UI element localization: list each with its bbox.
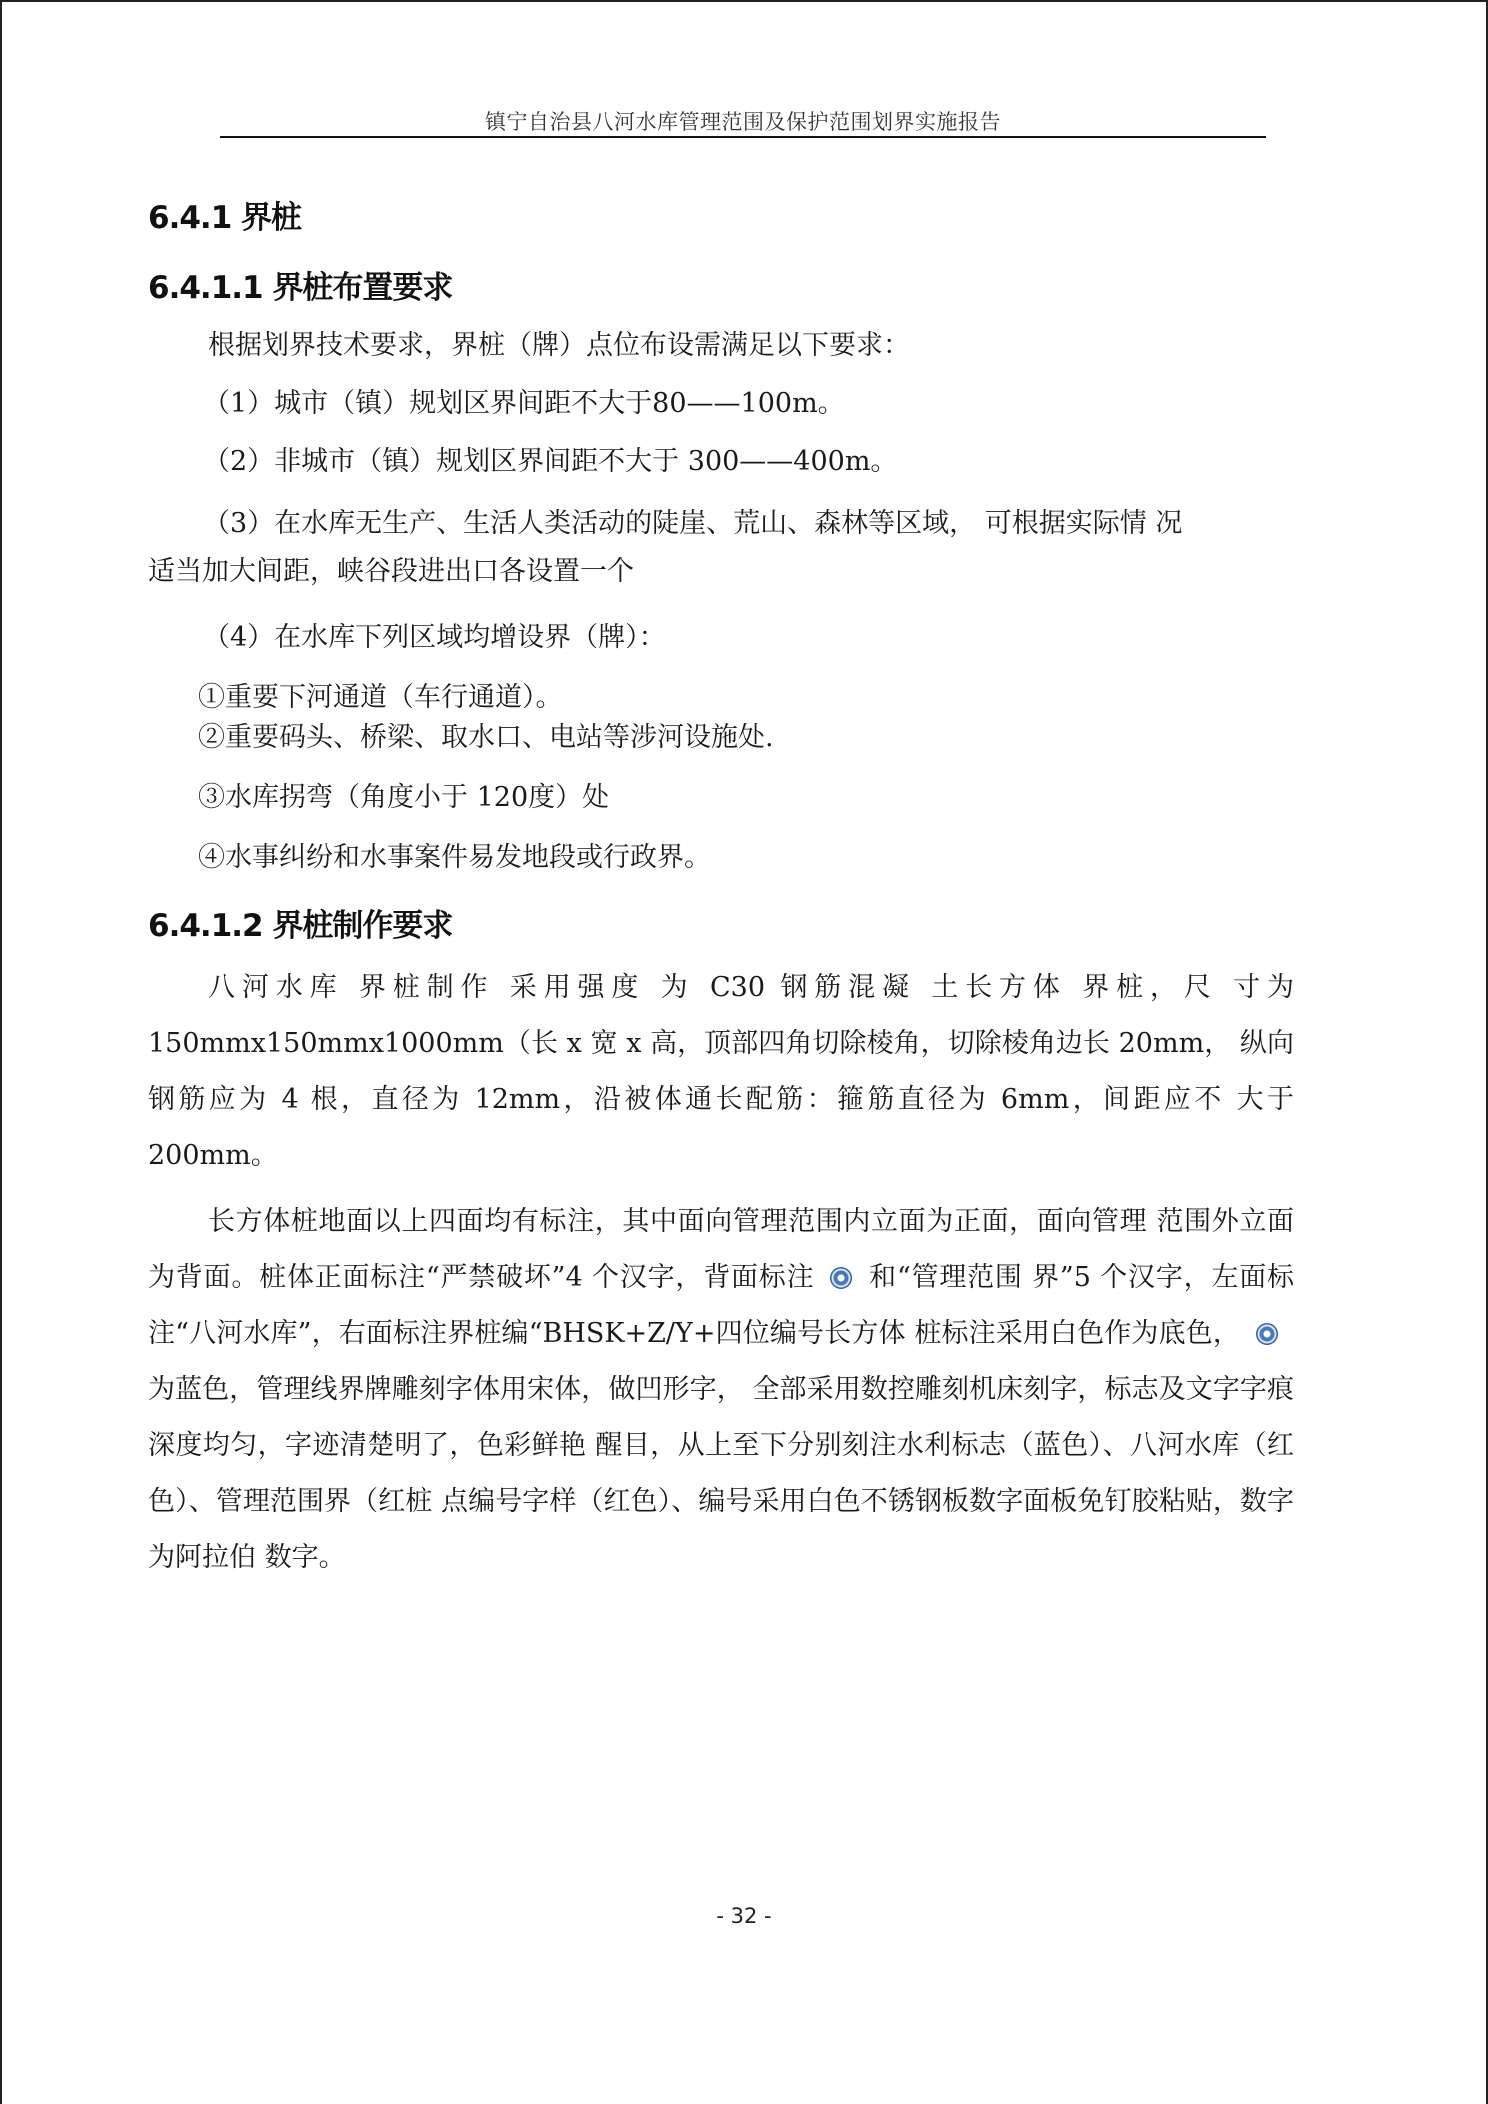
list-item-1: （1）城市（镇）规划区界间距不大于80——100m。 (203, 388, 845, 419)
page-border-top (0, 0, 1488, 2)
item3-block (148, 506, 1294, 590)
body-paragraph-1: 八河水库 界桩制作 采用强度 为 C30 钢筋混凝 土长方体 界桩，尺 寸为150mmx150mmx1000mm（长 x 宽 x 高，顶部四角切除棱角，切除棱角边长 20mm， 纵向钢筋应为 4 根，直径为 12mm，沿被体通长配筋：箍筋直径为 6mm，间距应不 大于200mm。 (148, 972, 1294, 1171)
list-item-4: （4）在水库下列区域均增设界（牌）： (203, 622, 666, 653)
page-number: - 32 - (716, 1904, 772, 1928)
para2-block (148, 1194, 1294, 1586)
section-heading-641: 6.4.1 界桩 (148, 200, 302, 236)
running-header: 镇宁自治县八河水库管理范围及保护范围划界实施报告 (485, 110, 1001, 134)
list-item-2: （2）非城市（镇）规划区界间距不大于 300——400m。 (203, 446, 898, 477)
header-rule (220, 136, 1266, 138)
item4-block (148, 620, 1294, 656)
sub-item-2: ②重要码头、桥梁、取水口、电站等涉河设施处. (198, 722, 774, 753)
section-6411-heading-block (148, 262, 1294, 307)
section-6412-heading-block (148, 900, 1294, 945)
body-paragraph-2-part-3: 为蓝色，管理线界牌雕刻字体用宋体，做凹形字， 全部采用数控雕刻机床刻字，标志及文字字痕深度均匀，字迹清楚明了，色彩鲜艳 醒目，从上至下分别刻注水利标志（蓝色）、八河水库（红色）、管理范围界（红桩 点编号字样（红色）、编号采用白色不锈钢板数字面板免钉胶粘贴，数字为阿拉伯 数字。 (148, 1374, 1294, 1573)
body-paragraph-2-part-2: 和“管理范围 界”5 个汉字，左面标注“八河水库”，右面标注界桩编“BHSK+Z/Y+四位编号长方体 桩标注采用白色作为底色， (148, 1262, 1294, 1349)
page-border-left (0, 0, 2, 2104)
item1-block (148, 386, 1294, 422)
sub3-block (148, 780, 1294, 816)
section-heading-6411: 6.4.1.1 界桩布置要求 (148, 270, 453, 306)
body-paragraph-2 (148, 1194, 1294, 1586)
para1-block (148, 960, 1294, 1184)
section-641 (148, 192, 1294, 237)
sub4-block (148, 840, 1294, 876)
sub-item-1: ①重要下河通道（车行通道）。 (198, 682, 563, 713)
body-paragraph-2-part-1: 长方体桩地面以上四面均有标注，其中面向管理范围内立面为正面，面向管理 范围外立面为背面。桩体正面标注“严禁破坏”4 个汉字，背面标注 (148, 1206, 1294, 1293)
list-item-3-line-2: 适当加大间距，峡谷段进出口各设置一个 (148, 556, 634, 587)
section-heading-6412: 6.4.1.2 界桩制作要求 (148, 908, 453, 944)
item2-block (148, 444, 1294, 480)
list-item-3-line-1: （3）在水库无生产、生活人类活动的陡崖、荒山、森林等区域， 可根据实际情 况 (203, 508, 1183, 539)
sub-item-3: ③水库拐弯（角度小于 120度）处 (198, 782, 610, 813)
water-logo-icon (830, 1267, 852, 1289)
sub-item-4: ④水事纠纷和水事案件易发地段或行政界。 (198, 842, 711, 873)
water-logo-icon (1256, 1323, 1278, 1345)
intro-paragraph: 根据划界技术要求，界桩（牌）点位布设需满足以下要求： (208, 330, 910, 361)
subitems-block (148, 680, 1294, 756)
intro-line-block (148, 328, 1294, 364)
